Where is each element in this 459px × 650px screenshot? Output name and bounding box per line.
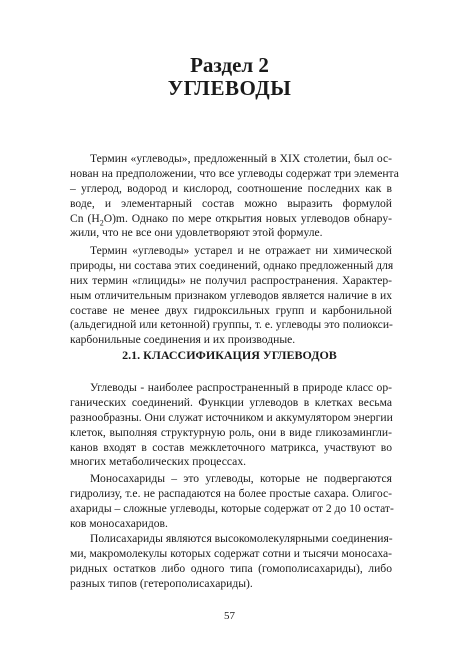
text-line: гидролизу, т.е. не распадаются на более простые сахара. Олигос- bbox=[70, 486, 392, 500]
text-line: Углеводы - наиболее распространенный в природе класс ор- bbox=[90, 381, 392, 394]
text-line: ридных остатков либо одного типа (гомополисахариды), либо bbox=[70, 561, 392, 575]
text-line: Моносахариды – это углеводы, которые не подвергаются bbox=[90, 472, 392, 485]
chapter-label: Раздел 2 bbox=[190, 53, 269, 77]
formula-line bbox=[70, 212, 392, 227]
text-line: карбонильные соединения и их производные. bbox=[70, 333, 296, 347]
text-line: (альдегидной или кетонной) группы, т. е. углеводы это полиокси- bbox=[70, 318, 393, 332]
text-line: ганических соединений. Функции углеводов в клетках весьма bbox=[70, 395, 392, 409]
text-line: жили, что не все они удовлетворяют этой формуле. bbox=[70, 226, 323, 240]
section-paragraph-3 bbox=[70, 532, 392, 592]
text-line: многих метаболических процессах. bbox=[70, 455, 247, 469]
text-line: ным отличительным признаком углеводов является наличие в их bbox=[70, 288, 392, 302]
text-line: Термин «углеводы» устарел и не отражает ни химической bbox=[90, 244, 392, 257]
formula-text-end: O)m. Однако по мере открытия новых углеводов обнару- bbox=[103, 211, 392, 225]
text-line: ахариды – сложные углеводы, которые содержат от 2 до 10 остат- bbox=[70, 501, 394, 515]
text-line: разных типов (гетерополисахариды). bbox=[70, 576, 253, 590]
formula-subscript: 2 bbox=[99, 217, 104, 227]
text-line: ми, макромолекулы которых содержат сотни и тысячи моносаха- bbox=[70, 546, 392, 560]
text-line: природы, ни состава этих соединений, однако предложенный для bbox=[70, 258, 394, 272]
chapter-title: УГЛЕВОДЫ bbox=[167, 76, 292, 100]
text-line: ков моносахаридов. bbox=[70, 516, 168, 530]
intro-paragraph-2 bbox=[70, 244, 392, 348]
text-line: составе не менее двух гидроксильных групп и карбонильной bbox=[70, 303, 392, 317]
text-line: – углерод, водород и кислород, соотношение последних как в bbox=[70, 181, 392, 195]
intro-paragraph-1 bbox=[70, 152, 399, 241]
section-paragraph-1 bbox=[70, 381, 392, 470]
text-line: Термин «углеводы», предложенный в XIX столетии, был ос- bbox=[90, 152, 392, 165]
text-line: разнообразны. Они служат источником и аккумулятором энергии bbox=[70, 410, 393, 424]
text-line: канов входят в состав межклеточного матрикса, участвуют во bbox=[70, 440, 392, 454]
text-line: нован на предположении, что все углеводы содержат три элемента bbox=[70, 166, 399, 180]
section-heading: 2.1. КЛАССИФИКАЦИЯ УГЛЕВОДОВ bbox=[122, 348, 337, 362]
formula-text-start: Cn (H bbox=[70, 211, 100, 225]
text-line: них термин «глициды» не получил распространения. Характер- bbox=[70, 273, 392, 287]
section-paragraph-2 bbox=[70, 472, 392, 532]
text-line: клеток, выполняя структурную роль, они в виде гликозамингли- bbox=[70, 425, 392, 439]
text-line: Полисахариды являются высокомолекулярными соединения- bbox=[90, 532, 393, 545]
text-line: воде, и элементарный состав можно выразить формулой bbox=[70, 196, 392, 210]
page-number: 57 bbox=[224, 610, 235, 622]
